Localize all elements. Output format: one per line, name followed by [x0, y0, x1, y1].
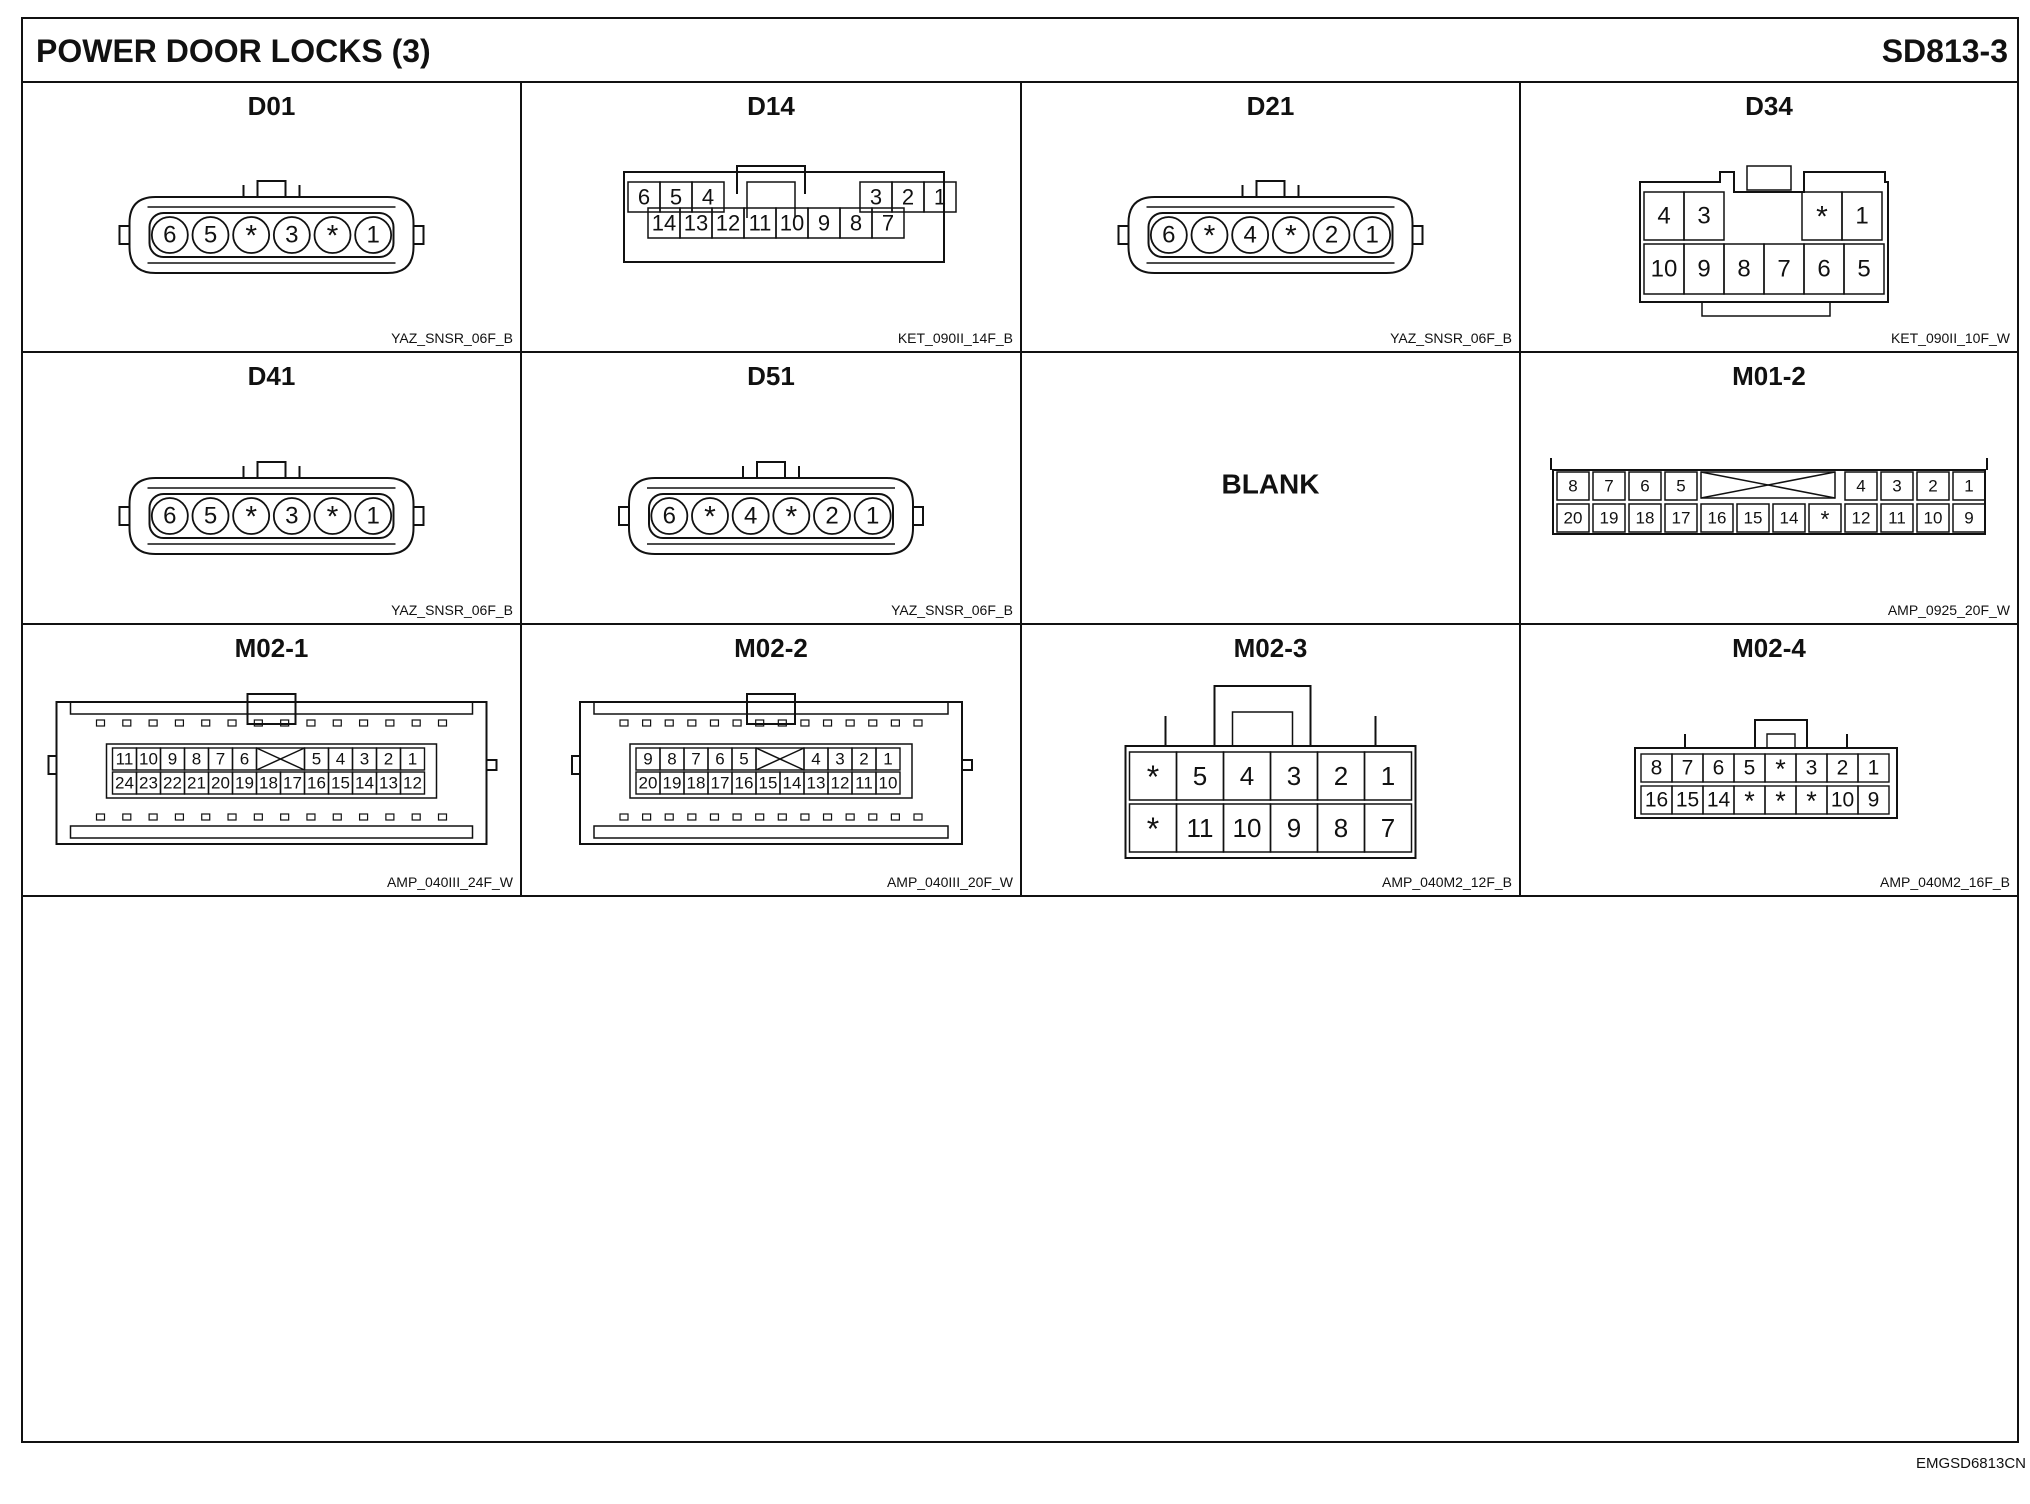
pin-number: 2 — [825, 502, 839, 530]
connector-face — [1635, 720, 1897, 818]
top-rail — [594, 702, 948, 714]
pin-number: 21 — [187, 773, 206, 793]
pin-number: 8 — [1568, 476, 1578, 496]
latch — [747, 694, 795, 724]
pin-number: 5 — [1857, 255, 1871, 283]
connector-id: D41 — [247, 361, 296, 391]
pin-number: 11 — [1888, 508, 1906, 528]
pin-number: 1 — [407, 749, 418, 769]
connector-part-number: YAZ_SNSR_06F_B — [1390, 330, 1512, 346]
rail-stud — [386, 720, 394, 726]
connector-face — [619, 462, 923, 554]
pin-number: 7 — [881, 210, 895, 236]
pin-number: 6 — [239, 749, 250, 769]
pin-number: 22 — [163, 773, 182, 793]
rail-stud — [778, 814, 786, 820]
body-rib — [1147, 207, 1395, 263]
rail-stud — [914, 720, 922, 726]
connector-cell — [49, 633, 514, 890]
rail-stud — [824, 720, 832, 726]
pin-number: 15 — [331, 773, 350, 793]
pin-blank: * — [245, 500, 258, 534]
pin-number: 4 — [743, 502, 758, 530]
side-ear — [487, 760, 497, 770]
connector-face — [120, 462, 424, 554]
pin-number: 17 — [283, 773, 302, 793]
pin-number: 1 — [1365, 221, 1379, 249]
pin-number: 14 — [1779, 508, 1799, 528]
pin-number: 14 — [1706, 788, 1731, 812]
connector-id: M02-1 — [234, 633, 309, 663]
rail-stud — [688, 814, 696, 820]
pin-number: 1 — [366, 221, 380, 249]
connector-face — [624, 166, 956, 262]
pin-number: 4 — [1657, 202, 1671, 230]
pin-number: 16 — [1644, 788, 1669, 812]
pin-number: 19 — [1599, 508, 1619, 528]
rail-stud — [360, 720, 368, 726]
pin-blank: * — [1284, 219, 1297, 253]
pin-number: 3 — [359, 749, 370, 769]
rail-stud — [710, 814, 718, 820]
rail-stud — [202, 720, 210, 726]
pin-number: 2 — [901, 184, 915, 210]
pin-number: 9 — [817, 210, 831, 236]
pin-number: 7 — [1604, 476, 1614, 496]
rail-stud — [254, 814, 262, 820]
side-ear — [1119, 226, 1129, 244]
rail-stud — [665, 814, 673, 820]
pin-number: 11 — [855, 773, 873, 793]
pin-number: 8 — [667, 749, 677, 769]
pin-number: 5 — [1192, 761, 1208, 791]
pin-number: 8 — [849, 210, 863, 236]
connector-id: D51 — [747, 361, 795, 391]
pin-number: 8 — [191, 749, 202, 769]
top-rail — [71, 702, 473, 714]
rail-stud — [733, 720, 741, 726]
pin-number: 7 — [691, 749, 701, 769]
connector-face — [1126, 686, 1416, 858]
rail-stud — [202, 814, 210, 820]
side-ear — [414, 507, 424, 525]
pin-number: 9 — [1867, 788, 1880, 812]
pin-blank: * — [1146, 759, 1160, 795]
pin-number: 6 — [1640, 476, 1650, 496]
pin-blank: * — [326, 500, 339, 534]
connector-id: M01-2 — [1732, 361, 1806, 391]
pin-blank: * — [1146, 811, 1160, 847]
pin-number: 3 — [835, 749, 845, 769]
rail-stud — [710, 720, 718, 726]
pin-number: 9 — [1286, 813, 1302, 843]
pin-window — [150, 494, 394, 538]
connector-id: M02-2 — [734, 633, 808, 663]
connector-cell — [120, 91, 514, 346]
pin-number: 3 — [285, 502, 299, 530]
rail-stud — [149, 814, 157, 820]
pin-number: 5 — [311, 749, 322, 769]
pin-number: 4 — [701, 184, 715, 210]
pin-window — [1149, 213, 1393, 257]
keyway-cross — [257, 748, 305, 770]
pin-blank: * — [785, 500, 798, 534]
pin-number: 4 — [1243, 221, 1257, 249]
connector-part-number: YAZ_SNSR_06F_B — [391, 330, 513, 346]
rail-stud — [175, 720, 183, 726]
pin-number: 23 — [139, 773, 158, 793]
latch — [258, 462, 286, 478]
keyway-cross — [756, 748, 804, 770]
pin-blank: * — [326, 219, 339, 253]
side-ear — [619, 507, 629, 525]
pin-number: 17 — [710, 773, 730, 793]
pin-number: 6 — [1712, 756, 1725, 780]
pin-number: 3 — [869, 184, 883, 210]
rail-stud — [891, 814, 899, 820]
rail-stud — [688, 720, 696, 726]
pin-number: 1 — [1867, 756, 1880, 780]
rail-stud — [665, 720, 673, 726]
pin-number: 3 — [285, 221, 299, 249]
pin-blank: * — [704, 500, 716, 534]
rail-stud — [869, 814, 877, 820]
pin-number: 12 — [830, 773, 850, 793]
pin-number: 18 — [686, 773, 706, 793]
pin-number: 10 — [139, 749, 158, 769]
pin-number: 18 — [259, 773, 278, 793]
pin-number: 6 — [1162, 221, 1176, 249]
rail-stud — [846, 814, 854, 820]
blank-label: BLANK — [1221, 468, 1320, 500]
connector-part-number: YAZ_SNSR_06F_B — [391, 602, 513, 618]
pin-number: 5 — [669, 184, 683, 210]
page-code: SD813-3 — [1881, 33, 2008, 69]
pin-number: 6 — [637, 184, 651, 210]
rail-stud — [756, 814, 764, 820]
rail-stud — [643, 720, 651, 726]
connector-face — [572, 694, 972, 844]
pin-number: 2 — [1333, 761, 1349, 791]
pin-number: 1 — [933, 184, 947, 210]
connector-id: M02-4 — [1732, 633, 1806, 663]
pin-window — [150, 213, 394, 257]
pin-number: 10 — [1830, 788, 1855, 812]
connector-cell — [1222, 469, 1320, 500]
rail-stud — [97, 814, 105, 820]
pin-number: 2 — [859, 749, 869, 769]
rail-stud — [149, 720, 157, 726]
pin-number: 13 — [683, 210, 709, 236]
rail-stud — [386, 814, 394, 820]
rail-stud — [307, 814, 315, 820]
pin-blank: * — [1744, 786, 1755, 816]
rail-stud — [228, 814, 236, 820]
body-rib — [647, 488, 895, 544]
pin-number: 9 — [1964, 508, 1974, 528]
pin-number: 19 — [662, 773, 682, 793]
bottom-rail — [594, 826, 948, 838]
pin-number: 1 — [1380, 761, 1396, 791]
rail-stud — [801, 720, 809, 726]
pin-number: 7 — [215, 749, 226, 769]
connector-face — [120, 181, 424, 273]
side-ear — [572, 756, 580, 774]
latch — [1257, 181, 1285, 197]
pin-number: 7 — [1681, 756, 1694, 780]
document-code: EMGSD6813CN — [1915, 1455, 2026, 1472]
rail-stud — [333, 720, 341, 726]
connector-part-number: AMP_0925_20F_W — [1887, 602, 2010, 618]
pin-number: 18 — [1635, 508, 1655, 528]
pin-number: 16 — [307, 773, 326, 793]
pin-number: 11 — [748, 210, 772, 236]
rail-stud — [412, 720, 420, 726]
pin-number: 10 — [878, 773, 898, 793]
pin-blank: * — [1806, 786, 1817, 816]
pin-number: 2 — [1836, 756, 1849, 780]
pin-number: 9 — [643, 749, 653, 769]
pin-number: 3 — [1805, 756, 1818, 780]
bottom-rib — [1702, 302, 1830, 316]
pin-blank: * — [1816, 200, 1828, 234]
rail-stud — [643, 814, 651, 820]
pin-number: 5 — [739, 749, 749, 769]
pin-number: 10 — [1650, 255, 1678, 283]
pin-number: 5 — [203, 502, 218, 530]
side-ear — [120, 507, 130, 525]
connector-face — [1640, 166, 1888, 316]
pin-number: 20 — [211, 773, 230, 793]
rail-stud — [228, 720, 236, 726]
body-rib — [148, 207, 396, 263]
pin-number: 3 — [1286, 761, 1302, 791]
pin-blank: * — [1203, 219, 1216, 253]
connector-part-number: AMP_040M2_12F_B — [1382, 874, 1512, 890]
pin-number: 14 — [651, 210, 677, 236]
pin-number: 13 — [806, 773, 826, 793]
connector-face — [1551, 458, 1987, 534]
keyway-cross — [1701, 472, 1835, 498]
connector-cell — [624, 91, 1013, 346]
pin-number: 9 — [167, 749, 178, 769]
rail-stud — [620, 814, 628, 820]
connector-cell — [1635, 633, 2010, 890]
pin-number: 6 — [1817, 255, 1831, 283]
pin-number: 4 — [811, 749, 821, 769]
side-ear — [120, 226, 130, 244]
pin-number: 11 — [1186, 813, 1214, 843]
pin-number: 3 — [1892, 476, 1902, 496]
rail-stud — [123, 814, 131, 820]
latch — [757, 462, 785, 478]
pin-number: 15 — [758, 773, 778, 793]
sheet-frame — [22, 18, 2018, 1442]
connector-id: D14 — [747, 91, 795, 121]
body-rib — [148, 488, 396, 544]
page-title: POWER DOOR LOCKS (3) — [36, 33, 431, 69]
side-ear — [962, 760, 972, 770]
pin-number: 14 — [782, 773, 802, 793]
rail-stud — [891, 720, 899, 726]
pin-number: 6 — [662, 502, 677, 530]
connector-part-number: KET_090II_10F_W — [1890, 330, 2010, 346]
pin-number: 12 — [403, 773, 422, 793]
pin-number: 6 — [163, 502, 177, 530]
pin-number: 10 — [1923, 508, 1943, 528]
rail-stud — [281, 814, 289, 820]
connector-id: D34 — [1745, 91, 1793, 121]
pin-number: 8 — [1737, 255, 1751, 283]
pin-number: 20 — [638, 773, 658, 793]
pin-number: 1 — [366, 502, 380, 530]
rail-stud — [307, 720, 315, 726]
latch-inner — [1233, 712, 1293, 746]
latch — [1215, 686, 1311, 746]
pin-blank: * — [245, 219, 258, 253]
pin-number: 1 — [883, 749, 893, 769]
connector-part-number: AMP_040M2_16F_B — [1880, 874, 2010, 890]
pin-number: 4 — [335, 749, 346, 769]
connector-cell — [1551, 361, 2011, 618]
pin-number: 7 — [1777, 255, 1791, 283]
pin-number: 15 — [1675, 788, 1700, 812]
pin-number: 16 — [1707, 508, 1727, 528]
rail-stud — [824, 814, 832, 820]
connector-cell — [1126, 633, 1513, 890]
rail-stud — [801, 814, 809, 820]
connector-face — [49, 694, 497, 844]
pin-number: 6 — [715, 749, 725, 769]
pin-blank: * — [1775, 786, 1786, 816]
latch — [1747, 166, 1791, 190]
connector-part-number: KET_090II_14F_B — [897, 330, 1013, 346]
pin-number: 2 — [383, 749, 394, 769]
bottom-rail — [71, 826, 473, 838]
connector-cell — [1119, 91, 1513, 346]
pin-number: 16 — [734, 773, 754, 793]
side-ear — [414, 226, 424, 244]
connector-face — [1119, 181, 1423, 273]
rail-stud — [869, 720, 877, 726]
pin-number: 15 — [1743, 508, 1763, 528]
rail-stud — [846, 720, 854, 726]
pin-number: 24 — [115, 773, 134, 793]
pin-number: 5 — [203, 221, 218, 249]
pin-number: 2 — [1928, 476, 1938, 496]
rail-stud — [360, 814, 368, 820]
pin-number: 6 — [163, 221, 177, 249]
pin-number: 17 — [1671, 508, 1691, 528]
pin-number: 3 — [1697, 202, 1711, 230]
connector-cell — [619, 361, 1013, 618]
rail-stud — [97, 720, 105, 726]
connector-part-number: AMP_040III_20F_W — [886, 874, 1013, 890]
pin-number: 11 — [115, 749, 134, 769]
pin-number: 5 — [1743, 756, 1756, 780]
side-ear — [1413, 226, 1423, 244]
pin-number: 2 — [1324, 221, 1339, 249]
rail-stud — [412, 814, 420, 820]
pin-blank: * — [1775, 754, 1786, 784]
connector-cell — [1640, 91, 2011, 346]
latch — [258, 181, 286, 197]
pin-number: 5 — [1676, 476, 1686, 496]
connector-cell — [572, 633, 1014, 890]
rail-stud — [733, 814, 741, 820]
rail-stud — [175, 814, 183, 820]
pin-number: 13 — [379, 773, 398, 793]
pin-number: 4 — [1856, 476, 1866, 496]
connector-part-number: YAZ_SNSR_06F_B — [891, 602, 1013, 618]
rail-stud — [439, 814, 447, 820]
pin-number: 14 — [355, 773, 374, 793]
latch-inner — [1767, 734, 1795, 748]
pin-number: 20 — [1563, 508, 1583, 528]
rail-stud — [439, 720, 447, 726]
pin-number: 9 — [1697, 255, 1711, 283]
rail-stud — [914, 814, 922, 820]
rail-stud — [333, 814, 341, 820]
pin-number: 1 — [1964, 476, 1974, 496]
side-ear — [913, 507, 923, 525]
pin-number: 7 — [1380, 813, 1396, 843]
connector-cell — [120, 361, 514, 618]
connector-part-number: AMP_040III_24F_W — [386, 874, 513, 890]
side-ear — [49, 756, 57, 774]
pin-number: 8 — [1650, 756, 1663, 780]
connector-id: D01 — [247, 91, 296, 121]
pin-number: 4 — [1239, 761, 1255, 791]
pin-number: 10 — [1232, 813, 1262, 843]
pin-number: 1 — [865, 502, 880, 530]
pin-number: 10 — [779, 210, 805, 236]
pin-number: 12 — [1851, 508, 1871, 528]
pin-window — [649, 494, 893, 538]
rail-stud — [620, 720, 628, 726]
connector-id: M02-3 — [1233, 633, 1308, 663]
pin-number: 12 — [715, 210, 741, 236]
pin-number: 8 — [1333, 813, 1349, 843]
pin-blank: * — [1820, 506, 1830, 532]
connector-id: D21 — [1246, 91, 1295, 121]
pin-number: 19 — [235, 773, 254, 793]
pin-number: 1 — [1855, 202, 1869, 230]
rail-stud — [123, 720, 131, 726]
